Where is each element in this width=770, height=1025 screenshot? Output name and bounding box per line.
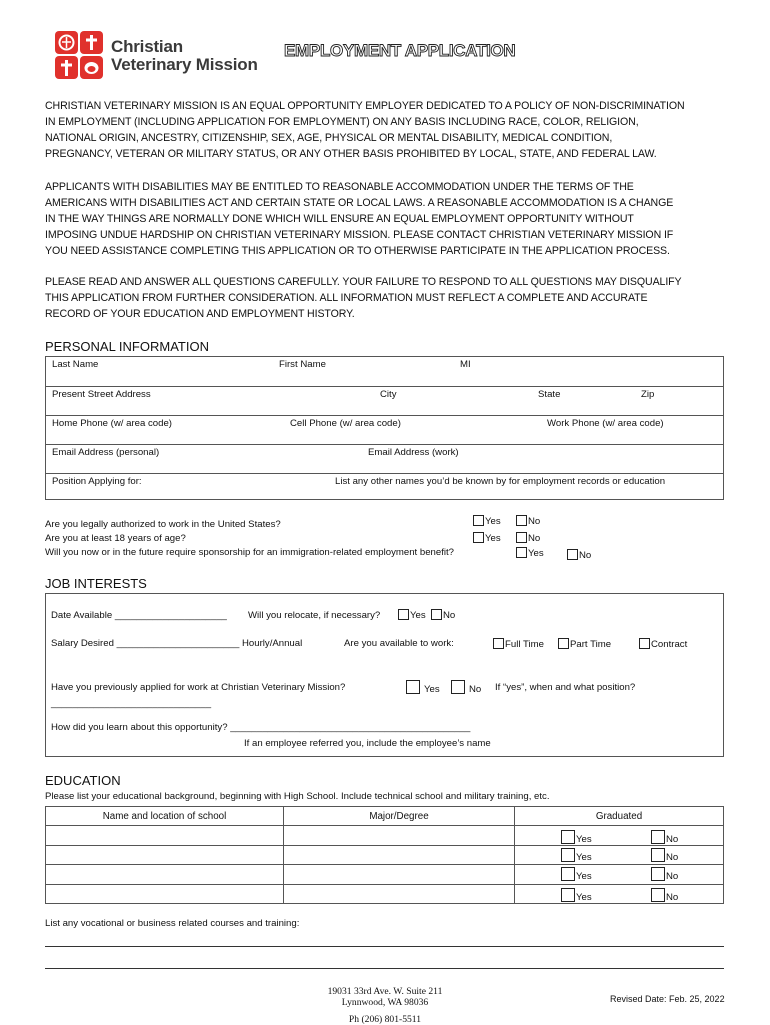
last-name-field[interactable]: Last Name	[52, 359, 99, 370]
personal-info-heading: PERSONAL INFORMATION	[45, 339, 209, 354]
relocate-question: Will you relocate, if necessary?	[248, 610, 381, 621]
grid-divider	[46, 444, 723, 445]
graduated-yes-option[interactable]	[561, 888, 592, 903]
yes-label: Yes	[410, 610, 426, 621]
previously-applied-question: Have you previously applied for work at Christian Veterinary Mission?	[51, 682, 346, 693]
vocational-line-2[interactable]	[45, 968, 724, 969]
previously-applied-yes-option[interactable]	[406, 680, 440, 695]
instructions-line: PLEASE READ AND ANSWER ALL QUESTIONS CAREFULLY. YOUR FAILURE TO RESPOND TO ALL QUESTIONS MAY DISQUALIFY	[45, 276, 682, 288]
yes-label: Yes	[485, 516, 501, 527]
relocate-no-option[interactable]	[431, 609, 455, 621]
eeo-paragraph	[45, 98, 725, 162]
position-field[interactable]: Position Applying for:	[52, 476, 142, 487]
graduated-cell	[515, 865, 724, 884]
part-time-option[interactable]	[558, 638, 611, 650]
q3-yes-option[interactable]	[516, 547, 544, 559]
grid-divider	[46, 473, 723, 474]
col-major-header: Major/Degree	[284, 807, 515, 826]
relocate-yes-option[interactable]	[398, 609, 426, 621]
cell-phone-field[interactable]: Cell Phone (w/ area code)	[290, 418, 401, 429]
checkbox-icon[interactable]	[651, 867, 665, 881]
table-row	[46, 826, 724, 845]
instructions-line: RECORD OF YOUR EDUCATION AND EMPLOYMENT HISTORY.	[45, 308, 355, 320]
date-available-field[interactable]: Date Available _____________________	[51, 610, 227, 621]
graduated-cell	[515, 826, 724, 845]
street-address-field[interactable]: Present Street Address	[52, 389, 151, 400]
no-label: No	[666, 834, 679, 846]
eeo-line: NATIONAL ORIGIN, ANCESTRY, CITIZENSHIP, SEX, AGE, PHYSICAL OR MENTAL DISABILITY, MEDICAL CONDITION,	[45, 132, 613, 144]
accommodation-line: YOU NEED ASSISTANCE COMPLETING THIS APPLICATION OR TO OTHERWISE PARTICIPATE IN THE APPLICATION PROCESS.	[45, 245, 670, 257]
education-table	[45, 806, 724, 904]
contract-label: Contract	[651, 639, 688, 650]
sponsorship-question: Will you now or in the future require sponsorship for an immigration-related employment benefit?	[45, 547, 454, 558]
instructions-line: THIS APPLICATION FROM FURTHER CONSIDERATION. ALL INFORMATION MUST REFLECT A COMPLETE AND ACCURATE	[45, 292, 648, 304]
no-label: No	[666, 871, 679, 883]
vocational-line-1[interactable]	[45, 946, 724, 947]
personal-info-grid	[45, 356, 724, 500]
table-row	[46, 884, 724, 903]
col-school-header: Name and location of school	[46, 807, 284, 826]
work-phone-field[interactable]: Work Phone (w/ area code)	[547, 418, 664, 429]
graduated-yes-option[interactable]	[561, 830, 592, 845]
q1-no-option[interactable]	[516, 515, 540, 527]
graduated-yes-option[interactable]	[561, 867, 592, 882]
school-cell[interactable]	[46, 845, 284, 864]
phone-line: Ph (206) 801-5511	[348, 1014, 422, 1025]
q1-yes-option[interactable]	[473, 515, 501, 527]
table-row	[46, 865, 724, 884]
graduated-no-option[interactable]	[651, 830, 678, 845]
checkbox-icon[interactable]	[639, 638, 650, 649]
no-label: No	[528, 533, 541, 544]
checkbox-icon[interactable]	[561, 830, 575, 844]
major-cell[interactable]	[284, 845, 515, 864]
checkbox-icon[interactable]	[516, 547, 527, 558]
checkbox-icon[interactable]	[651, 848, 665, 862]
checkbox-icon[interactable]	[406, 680, 420, 694]
grid-divider	[46, 386, 723, 387]
checkbox-icon[interactable]	[561, 848, 575, 862]
major-cell[interactable]	[284, 865, 515, 884]
checkbox-icon[interactable]	[398, 609, 409, 620]
if-yes-prompt: If “yes”, when and what position?	[495, 682, 636, 693]
previous-position-line[interactable]: ______________________________	[51, 698, 212, 709]
eeo-line: PREGNANCY, VETERAN OR MILITARY STATUS, OR ANY OTHER BASIS PROHIBITED BY LOCAL, STATE, AND FEDERAL LAW.	[45, 148, 657, 160]
instructions-paragraph	[45, 274, 725, 322]
first-name-field[interactable]: First Name	[279, 359, 326, 370]
vocational-prompt: List any vocational or business related courses and training:	[45, 918, 300, 929]
checkbox-icon[interactable]	[473, 515, 484, 526]
yes-label: Yes	[528, 548, 544, 559]
org-name-line1: Christian	[111, 37, 183, 56]
full-time-option[interactable]	[493, 638, 544, 650]
previously-applied-no-option[interactable]	[451, 680, 481, 695]
checkbox-icon[interactable]	[516, 532, 527, 543]
col-graduated-header: Graduated	[515, 807, 724, 826]
city-field[interactable]: City	[380, 389, 397, 400]
checkbox-icon[interactable]	[516, 515, 527, 526]
eeo-line: CHRISTIAN VETERINARY MISSION IS AN EQUAL OPPORTUNITY EMPLOYER DEDICATED TO A POLICY OF NON-DISCRIMINATION	[45, 100, 685, 112]
yes-label: Yes	[576, 891, 592, 903]
state-field[interactable]: State	[538, 389, 561, 400]
org-logo	[54, 30, 259, 80]
graduated-no-option[interactable]	[651, 867, 678, 882]
no-label: No	[528, 516, 541, 527]
school-cell[interactable]	[46, 826, 284, 845]
referral-note: If an employee referred you, include the employee’s name	[244, 738, 491, 749]
graduated-cell	[515, 845, 724, 864]
home-phone-field[interactable]: Home Phone (w/ area code)	[52, 418, 172, 429]
page-title: EMPLOYMENT APPLICATION	[284, 41, 516, 60]
checkbox-icon[interactable]	[561, 888, 575, 902]
availability-question: Are you available to work:	[344, 638, 454, 649]
accommodation-line: IMPOSING UNDUE HARDSHIP ON CHRISTIAN VETERINARY MISSION. PLEASE CONTACT CHRISTIAN VETERINARY MISSION IF	[45, 229, 674, 241]
email-work-field[interactable]: Email Address (work)	[368, 447, 459, 458]
work-authorization-question: Are you legally authorized to work in the United States?	[45, 519, 281, 530]
cvm-logo-icon	[54, 30, 106, 80]
contract-option[interactable]	[639, 638, 687, 650]
education-heading: EDUCATION	[45, 773, 121, 788]
accommodation-paragraph	[45, 179, 725, 259]
grid-divider	[46, 415, 723, 416]
checkbox-icon[interactable]	[493, 638, 504, 649]
graduated-no-option[interactable]	[651, 888, 678, 903]
accommodation-line: AMERICANS WITH DISABILITIES ACT AND CERTAIN STATE OR LOCAL LAWS. A REASONABLE ACCOMMODATION IS A CHANGE	[45, 197, 674, 209]
graduated-no-option[interactable]	[651, 848, 678, 863]
accommodation-line: APPLICANTS WITH DISABILITIES MAY BE ENTITLED TO REASONABLE ACCOMMODATION UNDER THE TERMS OF THE	[45, 181, 634, 193]
full-time-label: Full Time	[505, 639, 544, 650]
part-time-label: Part Time	[570, 639, 612, 650]
yes-label: Yes	[424, 684, 440, 695]
address-line-1: 19031 33rd Ave. W. Suite 211	[327, 986, 443, 997]
yes-label: Yes	[576, 834, 592, 846]
checkbox-icon[interactable]	[561, 867, 575, 881]
org-name-line2: Veterinary Mission	[111, 55, 258, 74]
how-learned-field[interactable]: How did you learn about this opportunity? _____________________________________________	[51, 722, 471, 733]
no-label: No	[443, 610, 456, 621]
salary-desired-field[interactable]: Salary Desired _______________________ Hourly/Annual	[51, 638, 303, 649]
no-label: No	[469, 684, 482, 695]
checkbox-icon[interactable]	[431, 609, 442, 620]
major-cell[interactable]	[284, 826, 515, 845]
graduated-cell	[515, 884, 724, 903]
q3-no-option[interactable]	[567, 549, 591, 561]
yes-label: Yes	[485, 533, 501, 544]
revised-date: Revised Date: Feb. 25, 2022	[610, 994, 725, 1004]
yes-label: Yes	[576, 851, 592, 863]
checkbox-icon[interactable]	[651, 830, 665, 844]
q2-yes-option[interactable]	[473, 532, 501, 544]
education-instructions: Please list your educational background, beginning with High School. Include technical school and military training, etc.	[45, 791, 550, 802]
checkbox-icon[interactable]	[473, 532, 484, 543]
table-header-row	[46, 807, 724, 826]
no-label: No	[666, 891, 679, 903]
major-cell[interactable]	[284, 884, 515, 903]
checkbox-icon[interactable]	[558, 638, 569, 649]
graduated-yes-option[interactable]	[561, 848, 592, 863]
email-personal-field[interactable]: Email Address (personal)	[52, 447, 160, 458]
school-cell[interactable]	[46, 865, 284, 884]
school-cell[interactable]	[46, 884, 284, 903]
zip-field[interactable]: Zip	[641, 389, 655, 400]
checkbox-icon[interactable]	[651, 888, 665, 902]
other-names-field[interactable]: List any other names you’d be known by for employment records or education	[335, 476, 666, 487]
no-label: No	[579, 550, 592, 561]
checkbox-icon[interactable]	[567, 549, 578, 560]
eeo-line: IN EMPLOYMENT (INCLUDING APPLICATION FOR EMPLOYMENT) ON ANY BASIS INCLUDING RACE, COLOR, RELIGION,	[45, 116, 639, 128]
no-label: No	[666, 851, 679, 863]
job-interests-heading: JOB INTERESTS	[45, 576, 147, 591]
yes-label: Yes	[576, 871, 592, 883]
table-row	[46, 845, 724, 864]
age-question: Are you at least 18 years of age?	[45, 533, 186, 544]
q2-no-option[interactable]	[516, 532, 540, 544]
address-line-2: Lynnwood, WA 98036	[341, 997, 429, 1008]
accommodation-line: IN THE WAY THINGS ARE NORMALLY DONE WHICH WILL ENSURE AN EQUAL EMPLOYMENT OPPORTUNITY WITHOUT	[45, 213, 634, 225]
mi-field[interactable]: MI	[460, 359, 471, 370]
footer-address	[290, 986, 480, 1025]
checkbox-icon[interactable]	[451, 680, 465, 694]
